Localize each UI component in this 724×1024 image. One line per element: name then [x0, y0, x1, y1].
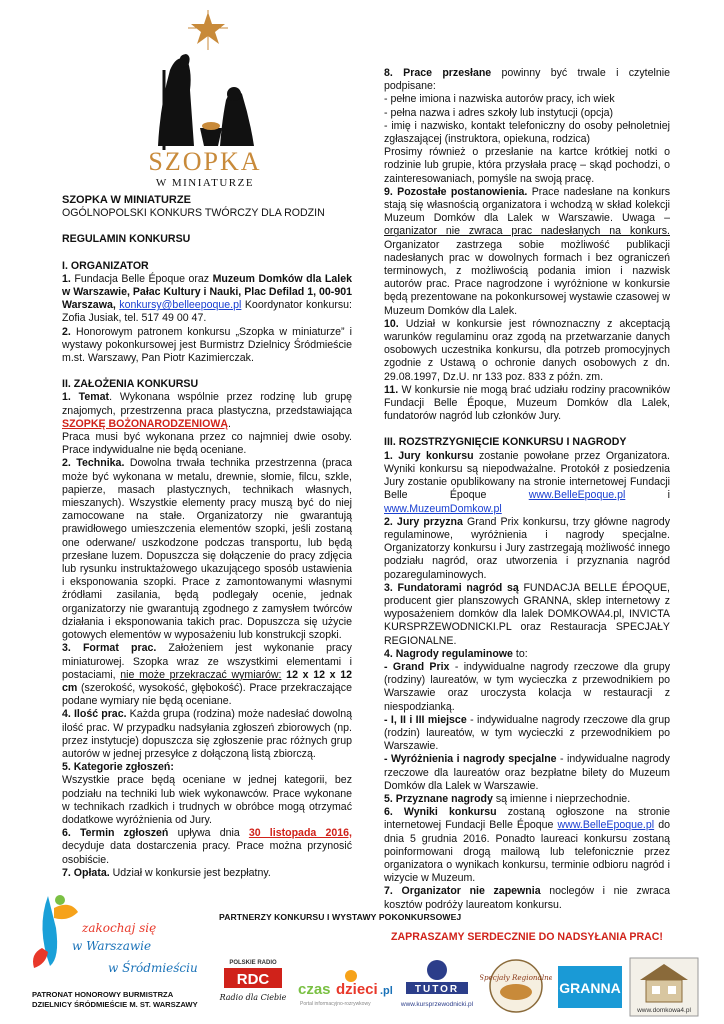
- s1-p1-text-a: Fundacja Belle Époque oraz: [74, 272, 210, 285]
- s3-paragraph-4: [384, 648, 670, 661]
- nativity-icon: [130, 10, 280, 190]
- granna-label: GRANNA: [559, 980, 621, 996]
- s3-p6-text-b: do dnia 5 grudnia 2016. Ponadto laureaci konkursu zostaną poinformowani drogą mailową lub telefonicznie przez organizatora o wynikach konkursu, terminie odbioru nagród i wizycie w Muzeum.: [384, 819, 670, 885]
- s3-paragraph-3: [384, 582, 670, 648]
- s3-p4-text: to:: [515, 647, 528, 660]
- s3-paragraph-2: [384, 516, 670, 582]
- s3-p5-text: są imienne i nieprzechodnie.: [495, 792, 631, 805]
- tutor-figure-icon: [427, 960, 447, 980]
- right-column: [384, 67, 670, 944]
- r-p8-item-1: - pełne imiona i nazwiska autorów pracy, ich wiek: [384, 93, 615, 106]
- patron-caption-l1: PATRONAT HONOROWY BURMISTRZA: [32, 990, 174, 999]
- rdc-top: POLSKIE RADIO: [229, 960, 277, 966]
- s3-special: [384, 753, 670, 793]
- section-1-heading: I. ORGANIZATOR: [62, 259, 149, 272]
- s2-p1-text-b: .: [227, 417, 231, 430]
- partner-granna[interactable]: [558, 966, 622, 1008]
- partner-rdc[interactable]: [218, 956, 288, 1014]
- s2-paragraph-1: [62, 391, 352, 431]
- s2-p1-label: 1. Temat: [62, 391, 110, 404]
- r-paragraph-11: [384, 384, 670, 424]
- s2-p6-text-a: upływa dnia: [177, 827, 240, 840]
- s3-p4-label: 4. Nagrody regulaminowe: [384, 647, 513, 660]
- s3-paragraph-5: [384, 793, 670, 806]
- s3-p1-and: i: [667, 489, 671, 502]
- r-p8-text-b: Prosimy również o przesłanie na kartce krótkiej notki o rodzinie lub grupie, która przysłała pracę – skąd pochodzi, o zainteresowaniach, pomyśle na swoją pracę.: [384, 146, 670, 185]
- r-p9-label: 9. Pozostałe postanowienia.: [384, 185, 528, 198]
- rdc-label: RDC: [236, 971, 270, 988]
- tutor-url: www.kursprzewodnicki.pl: [400, 1001, 474, 1008]
- r-p8-item-2: - pełna nazwa i adres szkoły lub instytucji (opcja): [384, 106, 614, 119]
- s3-paragraph-1: [384, 450, 670, 516]
- patron-caption: [32, 990, 198, 1010]
- s1-p2-text: Honorowym patronem konkursu „Szopka w miniaturze” i wystawy pokonkursowej jest Burmistrz Dzielnicy Śródmieście m.st. Warszawy, Pan Piotr Kazimierczak.: [62, 325, 352, 365]
- s3-places-text: - indywidualne nagrody rzeczowe dla grup (rodzin) laureatów, w tym wycieczki z przewodnikiem po Warszawie.: [384, 713, 670, 753]
- s3-p3-label: 3. Fundatorami nagród są: [384, 581, 519, 594]
- section-3-heading: III. ROZSTRZYGNIĘCIE KONKURSU I NAGRODY: [384, 436, 627, 449]
- s2-paragraph-6: [62, 827, 352, 867]
- s3-p2-label: 2. Jury przyzna: [384, 515, 463, 528]
- s3-p6-label: 6. Wyniki konkursu: [384, 806, 497, 819]
- s2-paragraph-5: Wszystkie prace będą oceniane w jednej kategorii, bez podziału na techniki lub wiek wykonawców. Prace wykonane w technikach rzadkich i trudnych w obróbce mogą otrzymać dodatkowe wyróżnienia od Jury.: [62, 774, 352, 826]
- logo-subtitle: W MINIATURZE: [155, 177, 255, 189]
- s3-special-label: - Wyróżnienia i nagrody specjalne: [384, 753, 557, 766]
- partner-domkowa4[interactable]: [628, 956, 700, 1018]
- s3-special-text: - indywidualne nagrody rzeczowe dla laureatów oraz bezpłatne bilety do Muzeum Domków dla Lalek w Warszawie.: [384, 753, 670, 792]
- s2-p1-text-a: . Wykonana wspólnie przez rodzinę lub grupę znajomych, przestrzenna praca plastyczna, przedstawiająca: [62, 391, 352, 417]
- partner-czasdzieci[interactable]: [296, 966, 396, 1010]
- s1-paragraph-2: [62, 326, 352, 366]
- czas-tagline: Portal informacyjno-rozrywkowy: [300, 1001, 371, 1007]
- s1-p1-text-b: Muzeum Domków dla Lalek w Warszawie, Pałac Kultury i Nauki, Plac Defilad 1, 00-901 Warszawa,: [62, 272, 352, 312]
- czas-text: czas: [298, 981, 331, 998]
- r-p11-label: 11.: [384, 383, 399, 396]
- s2-p3-text-u: nie może przekraczać wymiarów:: [120, 668, 282, 681]
- s1-paragraph-1: [62, 273, 352, 326]
- r-paragraph-10: [384, 318, 670, 384]
- r-p9-text-u: organizator nie zwraca prac nadesłanych na konkurs.: [384, 225, 670, 238]
- r-p8-text-a: powinny być trwale i czytelnie podpisane:: [384, 67, 670, 93]
- r-p9-text-b: Organizator zastrzega sobie możliwość publikacji nadesłanych prac w dowolnych formach i bez ograniczeń terminowych, z możliwością podania imion i nazwisk autorów prac. Prace nagrodzone i wyróżnione w konkursie będą prezentowane na pokonkursowej wystawie czasowej w Muzeum Domków dla Lalek.: [384, 238, 670, 317]
- s3-gp-text: - indywidualne nagrody rzeczowe dla grupy (rodziny) laureatów, w tym wycieczka z przewodnikiem po Warszawie oraz uroczysta kolacja w restauracji z niespodzianką.: [384, 660, 670, 713]
- s2-paragraph-1c: Praca musi być wykonana przez co najmniej dwie osoby. Prace indywidualne nie będą oceniane.: [62, 431, 352, 457]
- s3-places: [384, 714, 670, 754]
- s3-p3-text: FUNDACJA BELLE ÉPOQUE, producent gier planszowych GRANNA, sklep internetowy z wyposażeniem domków dla lalek DOMKOWA4.pl, INVICTA KURSPRZEWODNICKI.PL oraz Restauracja SPECJAŁY REGIONALNE.: [384, 581, 671, 647]
- s3-paragraph-7: [384, 885, 670, 911]
- s3-p1-label: 1. Jury konkursu: [384, 449, 474, 462]
- s3-p5-label: 5. Przyznane nagrody: [384, 792, 493, 805]
- s3-grand-prix: [384, 661, 670, 714]
- domkowa-url: www.domkowa4.pl: [637, 1007, 691, 1014]
- tutor-label: TUTOR: [414, 984, 460, 995]
- s2-p6-text-b: decyduje data dostarczenia pracy. Prace można przynosić osobiście.: [62, 840, 352, 866]
- s2-p3-text-a: Założeniem jest wykonanie pracy miniaturowej. Szopka wraz ze wszystkimi elementami i postaciami,: [62, 642, 352, 681]
- s2-paragraph-2: [62, 457, 352, 642]
- doc-title: SZOPKA W MINIATURZE: [62, 194, 191, 206]
- patron-logo-l3: w Śródmieściu: [108, 961, 198, 975]
- s2-paragraph-3: [62, 642, 352, 708]
- dzieci-text: dzieci: [336, 981, 378, 998]
- specjaly-label: Specjały Regionalne: [480, 973, 552, 982]
- zakochaj-sie-logo-icon: [20, 888, 205, 988]
- patron-logo-l1: zakochaj się: [82, 921, 157, 935]
- patron-logo-l2: w Warszawie: [72, 939, 152, 953]
- s2-p5-label: 5. Kategorie zgłoszeń:: [62, 761, 174, 774]
- s2-p4-label: 4. Ilość prac.: [62, 708, 127, 721]
- s2-p7-text: Udział w konkursie jest bezpłatny.: [112, 866, 271, 879]
- s3-p7-text: noclegów i nie zwraca kosztów podróży laureatom konkursu.: [384, 885, 670, 911]
- s3-places-label: - I, II i III miejsce: [384, 713, 467, 726]
- r-p9-text-a: Prace nadesłane na konkurs stają się własnością organizatora i wchodzą w skład kolekcji Muzeum Domków dla Lalek w Warszawie. Uwaga –: [384, 185, 670, 225]
- r-paragraph-8: [384, 67, 670, 93]
- s2-paragraph-4: [62, 708, 352, 761]
- s1-p1-num: 1.: [62, 272, 71, 285]
- s2-p2-text: Dowolna trwała technika przestrzenna (praca może być wykonana w metalu, drewnie, słomie, filcu, szkle, papierze, masach plastycznych, technikach własnych, mieszanych). Wszystkie elementy pracy muszą być do niej zamocowane na stałe. Organizatorzy nie gwarantują prawidłowego umieszczenia elementów szopki, jeśli zostaną one oderwane/ uszkodzone podczas transportu, lub będą przesłane luzem. Dopuszcza się dołączenie do pracy zdjęcia lub rysunku instruktażowego ukazującego sposób ustawienia i eksponowania szopki. Prace z zamontowanymi własnymi źródłami zasilania, będą podlegały ocenie, jednak organizatorzy nie gwarantują zgodnego z zamysłem twórców działania i eksponowania takich prac. Dopuszcza się użycie gotowych elementów w wyposażeniu lub konstrukcji szopki.: [62, 457, 353, 642]
- szopka-logo: [130, 10, 280, 190]
- s2-p3-text-b: (szerokość, wysokość, głębokość). Prace przekraczające podane wymiary nie będą oceniane.: [62, 681, 352, 708]
- section-2-heading: II. ZAŁOŻENIA KONKURSU: [62, 378, 199, 391]
- s2-p3-label: 3. Format prac.: [62, 642, 157, 655]
- s2-p3-dims: 12 x 12 x 12 cm: [62, 668, 352, 694]
- s2-paragraph-7: [62, 867, 352, 880]
- s2-p6-deadline: 30 listopada 2016,: [248, 827, 352, 840]
- regulations-heading: REGULAMIN KONKURSU: [62, 233, 191, 246]
- s2-p6-label: 6. Termin zgłoszeń: [62, 827, 169, 840]
- s3-gp-label: - Grand Prix: [384, 660, 450, 673]
- partner-specjaly[interactable]: [480, 954, 552, 1016]
- contest-email-link[interactable]: konkursy@belleepoque.pl: [119, 299, 242, 312]
- partners-heading: PARTNERZY KONKURSU I WYSTAWY POKONKURSOWEJ: [219, 912, 462, 922]
- s3-paragraph-6: [384, 806, 670, 885]
- s2-p4-text: Każda grupa (rodzina) może nadesłać dowolną ilość prac. W przypadku nadsyłania zgłoszeń zbiorowych (np. przez instytucje) dopuszcza się zgłoszenie prac różnych grup autorów w jednej przesyłce z dołączoną listą zbiorczą.: [62, 708, 352, 760]
- pl-text: .pl: [380, 985, 393, 997]
- s3-p6-text-a: zostaną ogłoszone na stronie internetowej Fundacji Belle Époque: [384, 806, 670, 832]
- closing-invitation: ZAPRASZAMY SERDECZNIE DO NADSYŁANIA PRAC!: [391, 930, 663, 943]
- patron-caption-l2: DZIELNICY ŚRÓDMIEŚCIE M. ST. WARSZAWY: [32, 1000, 198, 1009]
- r-p10-text: Udział w konkursie jest równoznaczny z akceptacją warunków regulaminu oraz zgodą na przetwarzanie danych osobowych uczestnika konkursu, dla potrzeb promocyjnych zgodnie z Ustawą o ochronie danych osobowych z dn. 29.08.1997, Dz.U. nr 133 poz. 833 z późn. zm.: [384, 317, 671, 383]
- doc-subtitle: OGÓLNOPOLSKI KONKURS TWÓRCZY DLA RODZIN: [62, 207, 325, 220]
- r-paragraph-9: [384, 186, 670, 318]
- belleepoque-link-2[interactable]: www.BelleEpoque.pl: [557, 819, 655, 832]
- s2-p7-label: 7. Opłata.: [62, 866, 110, 879]
- s3-p2-text: Grand Prix konkursu, trzy główne nagrody regulaminowe, wyróżnienia i nagrody specjalne. Organizatorzy konkursu i Jury zastrzegają możliwość innego podziału nagród, oraz utworzenia i przyznania nagród pozaregulaminowych.: [384, 515, 670, 581]
- s1-p1-text-c: Koordynator konkursu: Zofia Jusiak, tel. 517 49 00 47.: [62, 299, 352, 325]
- s3-p1-text: zostanie powołane przez Organizatora. Wyniki konkursu są niepodważalne. Protokół z posiedzenia Jury zostanie opublikowany na stronie internetowej Fundacji Belle Époque: [384, 449, 670, 502]
- s2-p1-theme: SZOPKĘ BOŻONARODZENIOWĄ: [62, 417, 228, 430]
- partner-tutor[interactable]: [398, 956, 476, 1014]
- s3-p7-label: 7. Organizator nie zapewnia: [384, 885, 541, 898]
- r-p11-text: W konkursie nie mogą brać udziału rodziny pracowników Fundacji Belle Époque, Muzeum Domków dla Lalek, fundatorów nagród lub członków Jury.: [384, 383, 670, 423]
- logo-title: SZOPKA: [148, 147, 262, 176]
- r-p8-item-3: - imię i nazwisko, kontakt telefoniczny do osoby pełnoletniej zgłaszającej (instruktora, opiekuna, rodzica): [384, 119, 670, 146]
- r-p10-label: 10.: [384, 317, 399, 330]
- left-column: [62, 194, 352, 880]
- s1-p2-num: 2.: [62, 325, 71, 338]
- muzeumdomkow-link[interactable]: www.MuzeumDomkow.pl: [384, 502, 502, 515]
- belleepoque-link[interactable]: www.BelleEpoque.pl: [528, 489, 626, 502]
- s2-p2-label: 2. Technika.: [62, 457, 125, 470]
- rdc-tagline: Radio dla Ciebie: [219, 993, 287, 1002]
- r-p8-label: 8. Prace przesłane: [384, 67, 492, 79]
